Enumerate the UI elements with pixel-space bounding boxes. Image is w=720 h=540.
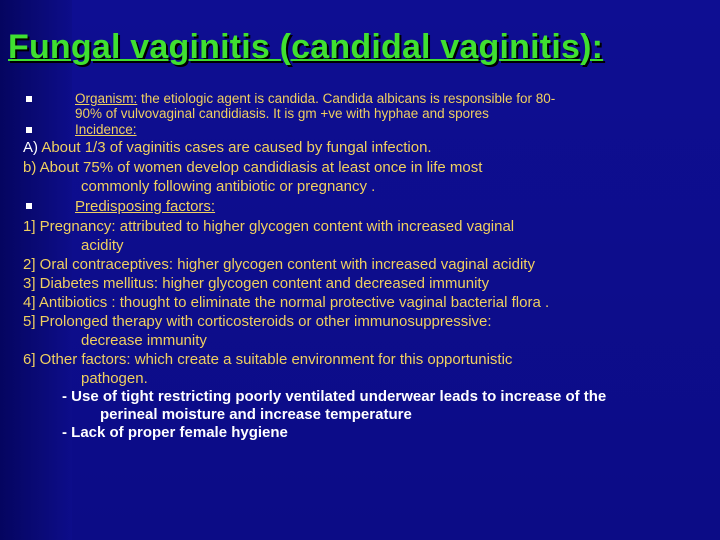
organism-bullet (23, 91, 660, 121)
square-bullet-icon (26, 203, 32, 209)
predisposing-bullet (23, 197, 660, 216)
incidence-item-a (23, 138, 660, 157)
sub-item-1 (23, 388, 660, 424)
factor-4-line1: 4] Antibiotics : thought to eliminate the normal protective vaginal bacterial flora . (23, 294, 550, 311)
incidence-bullet (23, 122, 660, 137)
incidence-item-b (23, 158, 660, 196)
factor-6-line2: pathogen. (81, 370, 148, 387)
square-bullet-icon (26, 127, 32, 133)
factor-5-line1: 5] Prolonged therapy with corticosteroids or other immunosuppressive: (23, 313, 492, 330)
factor-1-line2: acidity (81, 237, 124, 254)
factor-1-line1: 1] Pregnancy: attributed to higher glycogen content with increased vaginal (23, 218, 515, 235)
organism-text-line1: the etiologic agent is candida. Candida albicans is responsible for 80- (137, 91, 556, 106)
factor-2-line1: 2] Oral contraceptives: higher glycogen content with increased vaginal acidity (23, 256, 535, 273)
factor-item-1 (23, 217, 660, 255)
factor-3-line1: 3] Diabetes mellitus: higher glycogen content and decreased immunity (23, 275, 490, 292)
sub-1-line1: - Use of tight restricting poorly ventilated underwear leads to increase of the (62, 388, 607, 405)
incidence-label: Incidence: (75, 122, 137, 137)
organism-label: Organism: (75, 91, 138, 106)
factor-5-line2: decrease immunity (81, 332, 207, 349)
incidence-a-prefix: A) (23, 139, 38, 156)
slide-body (23, 91, 660, 442)
sub-2-line1: - Lack of proper female hygiene (62, 424, 288, 441)
square-bullet-icon (26, 96, 32, 102)
factor-item-6 (23, 350, 660, 388)
incidence-b-line1: b) About 75% of women develop candidiasis at least once in life most (23, 159, 483, 176)
incidence-b-line2: commonly following antibiotic or pregnancy . (81, 178, 376, 195)
sub-item-2 (23, 424, 660, 442)
factor-item-4 (23, 293, 660, 312)
organism-text-line2: 90% of vulvovaginal candidiasis. It is gm +ve with hyphae and spores (75, 106, 489, 121)
factor-6-line1: 6] Other factors: which create a suitable environment for this opportunistic (23, 351, 513, 368)
predisposing-label: Predisposing factors: (75, 198, 216, 215)
slide-title: Fungal vaginitis (candidal vaginitis): (8, 28, 604, 66)
factor-item-5 (23, 312, 660, 350)
sub-1-line2: perineal moisture and increase temperature (100, 406, 412, 423)
factor-item-2 (23, 255, 660, 274)
factor-item-3 (23, 274, 660, 293)
incidence-a-text: About 1/3 of vaginitis cases are caused by fungal infection. (38, 139, 432, 156)
